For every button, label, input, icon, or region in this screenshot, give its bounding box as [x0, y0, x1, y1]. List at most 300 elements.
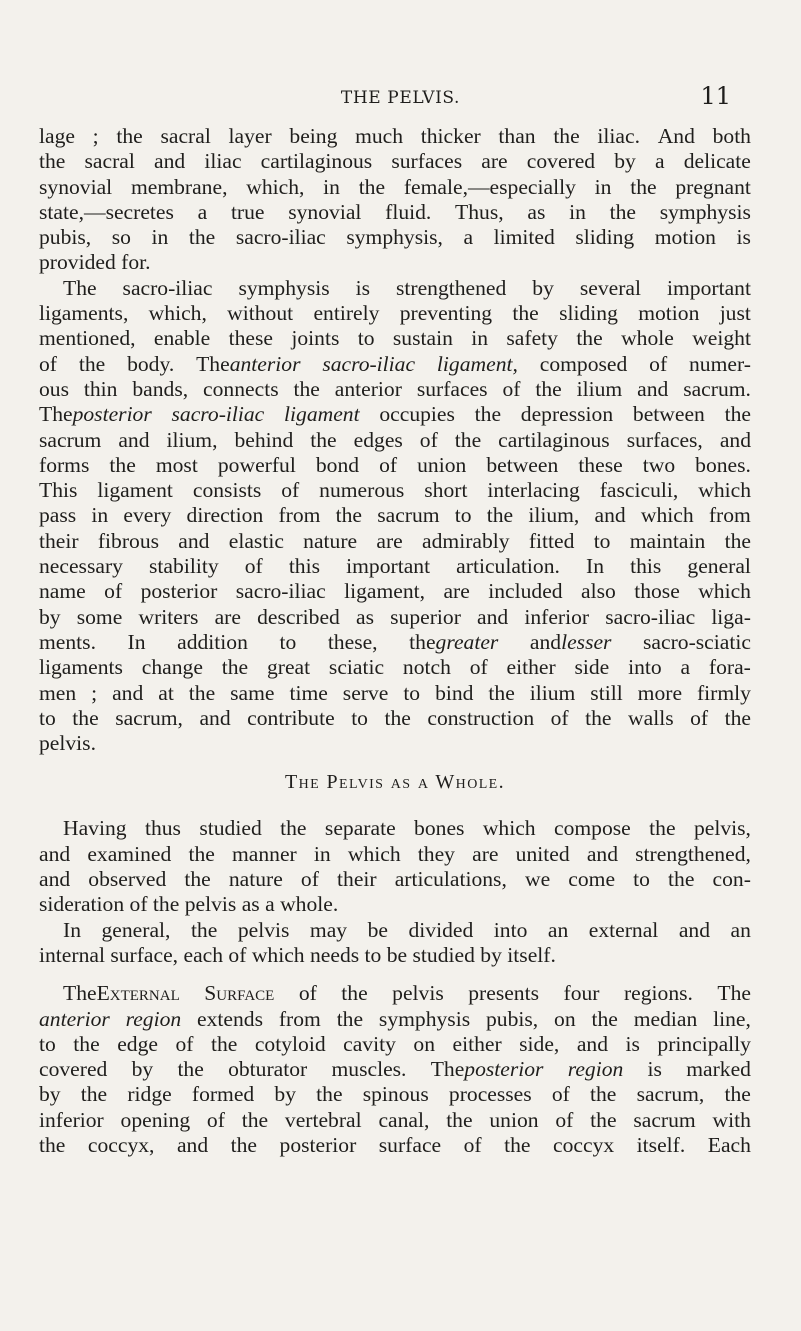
word: observed: [88, 867, 167, 892]
word: [633, 402, 705, 427]
text-line: [39, 124, 751, 149]
text-line: [39, 706, 751, 731]
text-run: marked: [686, 1057, 751, 1082]
word: sacrum: [633, 1107, 696, 1132]
word: to: [593, 528, 611, 553]
word: a: [463, 225, 474, 250]
word: [127, 352, 174, 377]
word: principally: [657, 1031, 751, 1056]
word: ;: [92, 124, 99, 148]
word: forms: [39, 452, 90, 477]
word: Thus,: [455, 199, 504, 224]
text-run: the: [341, 981, 368, 1006]
section-heading: [39, 756, 751, 816]
word: to: [39, 1031, 56, 1056]
word: canal,: [378, 1107, 430, 1132]
text-run: addition: [177, 629, 248, 654]
word: are: [472, 841, 499, 866]
word: ligaments: [39, 655, 123, 680]
word: [337, 1007, 363, 1032]
word: whole: [621, 326, 674, 351]
word: divided: [408, 917, 474, 942]
word: connects: [203, 376, 279, 401]
word: and: [637, 376, 669, 401]
word: their: [39, 528, 79, 553]
word: the: [724, 1082, 751, 1107]
word: maintain: [629, 528, 706, 553]
word: this: [288, 554, 321, 579]
word: and: [586, 841, 618, 866]
paragraph-continuation: [39, 124, 751, 276]
word: the: [241, 1107, 269, 1132]
word: [196, 352, 300, 377]
word: the: [724, 528, 751, 553]
text-line: [39, 1133, 751, 1158]
word: limited: [493, 225, 555, 250]
text-run: line,: [713, 1006, 751, 1031]
word: either: [452, 1031, 502, 1056]
word: enable: [153, 326, 211, 351]
word: by: [39, 604, 61, 629]
word: [39, 630, 96, 655]
word: the: [512, 301, 539, 326]
word: [437, 352, 518, 377]
text-line: [39, 352, 751, 377]
word: which: [698, 478, 751, 503]
word: In: [586, 554, 604, 579]
word: iliac: [204, 149, 242, 174]
word: of: [463, 1132, 482, 1157]
word: [39, 402, 152, 427]
word: and: [678, 917, 710, 942]
text-run: body.: [127, 351, 175, 376]
word: [177, 630, 248, 655]
word: are: [376, 528, 403, 553]
word: processes: [448, 1082, 532, 1107]
paragraph-intro: [39, 816, 751, 917]
word: itself.: [636, 1132, 686, 1157]
section-heading-text: The Pelvis as a Whole.: [284, 771, 506, 794]
text-run: In: [127, 629, 146, 654]
word: [279, 1007, 321, 1032]
word: the: [210, 1031, 238, 1056]
word: of: [281, 478, 300, 503]
word: compose: [554, 816, 631, 841]
word: delicate: [683, 149, 751, 174]
word: sacro-iliac: [235, 579, 326, 604]
italic-term: ligament: [284, 402, 360, 427]
text-line: [39, 478, 751, 503]
word: The: [63, 275, 97, 300]
word: [126, 1007, 182, 1032]
word: the: [190, 917, 218, 942]
word: ous: [39, 376, 69, 401]
word: a: [680, 655, 691, 680]
word: studied: [199, 816, 262, 841]
word: the: [230, 1132, 258, 1157]
word: [197, 1007, 263, 1032]
word: [521, 402, 613, 427]
word: the: [188, 841, 215, 866]
word: motion: [654, 225, 716, 250]
word: interlacing: [487, 478, 580, 503]
text-run: the: [409, 629, 436, 654]
word: bands,: [132, 376, 189, 401]
word: the: [609, 199, 636, 224]
text-run: numer-: [688, 351, 751, 376]
word: time: [289, 680, 328, 705]
word: without: [227, 301, 294, 326]
word: the: [585, 705, 612, 730]
word: the: [188, 680, 216, 705]
word: on: [413, 1031, 435, 1056]
word: of: [244, 554, 263, 579]
word: iliac.: [597, 124, 640, 148]
word: [228, 1057, 307, 1082]
word: [132, 1057, 154, 1082]
text-line: pelvis.: [39, 731, 96, 756]
word: bones: [414, 816, 465, 841]
word: so: [111, 225, 131, 250]
word: con-: [712, 867, 751, 892]
word: [177, 1057, 203, 1082]
word: pass: [39, 503, 77, 528]
word: true: [230, 199, 265, 224]
text-run: median: [633, 1006, 698, 1031]
word: writers: [138, 604, 199, 629]
word: much: [355, 124, 404, 148]
word: into: [493, 917, 528, 942]
word: ilium,: [528, 503, 580, 528]
text-line: [39, 428, 751, 453]
italic-term: posterior: [72, 402, 152, 427]
word: admirably: [422, 528, 510, 553]
word: of: [551, 1082, 570, 1107]
word: [322, 352, 415, 377]
word: ridge: [127, 1082, 172, 1107]
word: their: [337, 867, 377, 892]
word: state,—secretes: [39, 199, 174, 224]
word: sacrum.: [683, 376, 751, 401]
word: of: [550, 705, 569, 730]
word: examined: [87, 841, 172, 866]
word: in: [313, 841, 331, 866]
word: ligament: [97, 478, 173, 503]
word: the: [486, 503, 514, 528]
word: in: [151, 225, 169, 250]
word: bind: [435, 680, 474, 705]
text-line: [39, 630, 751, 655]
word: which: [347, 841, 401, 866]
word: either: [506, 655, 556, 680]
word: still: [590, 680, 623, 705]
text-run: The: [717, 981, 751, 1006]
word: is: [355, 275, 371, 300]
text-run: The: [196, 351, 230, 376]
word: the: [630, 174, 657, 199]
text-line: [39, 326, 751, 351]
text-run: the: [336, 1006, 364, 1031]
word: pregnant: [675, 174, 751, 199]
word: the: [668, 867, 695, 892]
text-run: these,: [327, 629, 378, 654]
word: thin: [83, 376, 118, 401]
text-run: the: [724, 402, 751, 427]
word: to: [351, 705, 368, 730]
italic-term: region: [567, 1057, 624, 1082]
text-line: [39, 529, 751, 554]
word: by: [39, 1082, 61, 1107]
text-line: [39, 1032, 751, 1057]
word: the: [39, 149, 66, 174]
word: these: [228, 326, 274, 351]
word: sustain: [392, 326, 453, 351]
word: [686, 1057, 751, 1082]
word: [409, 630, 498, 655]
word: the: [39, 1132, 66, 1157]
word: to: [403, 680, 421, 705]
word: posterior: [279, 1132, 357, 1157]
body-text: [39, 124, 751, 1158]
italic-term: sacro-iliac: [322, 351, 416, 376]
text-run: of: [39, 351, 57, 376]
text-line: [39, 149, 751, 174]
word: we: [524, 867, 551, 892]
word: the: [335, 503, 363, 528]
text-run: the: [177, 1057, 204, 1082]
word: most: [155, 452, 198, 477]
text-run: The: [63, 981, 97, 1006]
word: into: [628, 655, 662, 680]
word: [468, 981, 539, 1006]
word: sacrum: [39, 427, 102, 452]
word: of: [379, 452, 398, 477]
text-line: [39, 981, 751, 1006]
italic-term: lesser: [561, 629, 612, 654]
text-run: presents: [468, 981, 540, 1006]
word: than: [498, 124, 536, 148]
word: some: [76, 604, 123, 629]
italic-term: region: [125, 1006, 182, 1031]
italic-term: greater: [435, 629, 499, 654]
word: the: [293, 376, 320, 401]
text-run: by: [131, 1057, 154, 1082]
word: of: [419, 427, 438, 452]
word: and: [39, 841, 71, 866]
word: two: [642, 452, 676, 477]
word: united: [515, 841, 570, 866]
word: [39, 1057, 107, 1082]
word: liga-: [711, 604, 751, 629]
word: manner: [232, 841, 297, 866]
word: of: [690, 705, 709, 730]
text-run: the: [591, 1006, 618, 1031]
word: [713, 1007, 751, 1032]
word: female,—especially: [403, 174, 576, 199]
text-run: regions.: [623, 981, 693, 1006]
word: to: [39, 705, 56, 730]
word: and: [576, 1031, 609, 1056]
word: the: [188, 225, 216, 250]
text-line: [39, 842, 751, 867]
word: those: [634, 579, 680, 604]
word: and: [178, 528, 210, 553]
word: are: [481, 149, 508, 174]
text-run: the: [474, 402, 502, 427]
word: in: [323, 174, 340, 199]
word: from: [278, 503, 321, 528]
word: and: [39, 867, 71, 892]
word: just: [719, 301, 751, 326]
word: inferior: [39, 1107, 104, 1132]
word: the: [72, 705, 99, 730]
word: included: [488, 579, 563, 604]
page-number: 11: [700, 82, 731, 110]
word: opening: [120, 1107, 191, 1132]
word: numerous: [319, 478, 405, 503]
word: [172, 402, 265, 427]
word: necessary: [39, 554, 123, 579]
word: bond: [315, 452, 360, 477]
paragraph-division: [39, 918, 751, 969]
word: which: [482, 816, 536, 841]
text-line: [39, 225, 751, 250]
text-run: sacro-sciatic: [643, 629, 751, 654]
word: ligaments,: [39, 301, 129, 326]
word: of: [469, 655, 488, 680]
word: the: [384, 705, 411, 730]
italic-term: ligament,: [436, 351, 518, 376]
word: name: [39, 579, 86, 604]
word: [591, 1007, 617, 1032]
word: [649, 352, 667, 377]
word: the: [280, 816, 307, 841]
word: mentioned,: [39, 326, 136, 351]
word: [564, 981, 600, 1006]
word: side: [574, 655, 610, 680]
word: important: [346, 554, 431, 579]
word: great: [266, 655, 311, 680]
word: [725, 402, 751, 427]
word: direction: [186, 503, 264, 528]
word: these: [578, 452, 623, 477]
text-line: [39, 301, 751, 326]
word: by: [614, 149, 636, 174]
word: being: [289, 124, 338, 148]
text-run: extends: [197, 1006, 264, 1031]
italic-term: posterior: [464, 1057, 544, 1082]
word: [379, 402, 455, 427]
word: is: [736, 225, 751, 250]
word: posterior: [140, 579, 218, 604]
text-line: [39, 200, 751, 225]
word: an: [730, 917, 751, 942]
word: elastic: [228, 528, 284, 553]
word: side,: [519, 1031, 560, 1056]
word: symphysis: [238, 275, 330, 300]
word: also: [581, 579, 616, 604]
word: [63, 981, 180, 1006]
word: synovial: [288, 199, 362, 224]
word: [568, 1057, 624, 1082]
word: entirely: [313, 301, 380, 326]
word: [204, 981, 274, 1006]
text-line: [39, 816, 751, 841]
word: layer: [228, 124, 272, 148]
text-run: the: [78, 351, 106, 376]
word: the: [316, 1082, 343, 1107]
word: edges: [353, 427, 403, 452]
text-line: [39, 503, 751, 528]
word: synovial: [39, 174, 113, 199]
word: [643, 630, 751, 655]
text-run: between: [632, 402, 705, 427]
word: joints: [291, 326, 340, 351]
word: the: [590, 1107, 617, 1132]
word: and: [199, 705, 231, 730]
text-run: to: [279, 629, 297, 654]
word: an: [547, 917, 569, 942]
text-line: [39, 867, 751, 892]
word: safety: [506, 326, 558, 351]
word: surface: [378, 1132, 442, 1157]
word: [648, 1057, 662, 1082]
word: sciatic: [328, 655, 385, 680]
word: ilium,: [166, 427, 218, 452]
word: union: [417, 452, 467, 477]
text-run: ments.: [39, 629, 96, 654]
word: powerful: [217, 452, 296, 477]
word: firmly: [696, 680, 751, 705]
word: construction: [427, 705, 535, 730]
word: they: [417, 841, 455, 866]
text-line: [39, 175, 751, 200]
word: the: [221, 655, 249, 680]
word: [689, 352, 751, 377]
text-run: pubis,: [485, 1006, 539, 1031]
word: which: [640, 503, 694, 528]
word: and: [719, 427, 751, 452]
word: [486, 1007, 538, 1032]
word: [431, 1057, 544, 1082]
word: and: [112, 680, 144, 705]
word: be: [367, 917, 388, 942]
word: more: [637, 680, 683, 705]
word: nature: [228, 867, 283, 892]
word: sliding: [559, 301, 618, 326]
word: the: [310, 427, 337, 452]
word: with: [712, 1107, 751, 1132]
word: are: [214, 604, 241, 629]
word: sliding: [575, 225, 635, 250]
word: by: [532, 275, 554, 300]
word: come: [568, 867, 616, 892]
word: superior: [390, 604, 461, 629]
word: [331, 1057, 406, 1082]
word: and: [594, 503, 626, 528]
word: of: [104, 579, 123, 604]
text-run: and: [529, 629, 562, 654]
word: external: [588, 917, 659, 942]
italic-term: sacro-iliac: [171, 402, 265, 427]
word: general: [687, 554, 751, 579]
word: sacro-iliac: [122, 275, 213, 300]
word: spinous: [362, 1082, 429, 1107]
paragraph-external-surface: [39, 981, 751, 1158]
word: sacral: [160, 124, 211, 148]
italic-term: anterior: [39, 1006, 110, 1031]
text-line: [39, 655, 751, 680]
